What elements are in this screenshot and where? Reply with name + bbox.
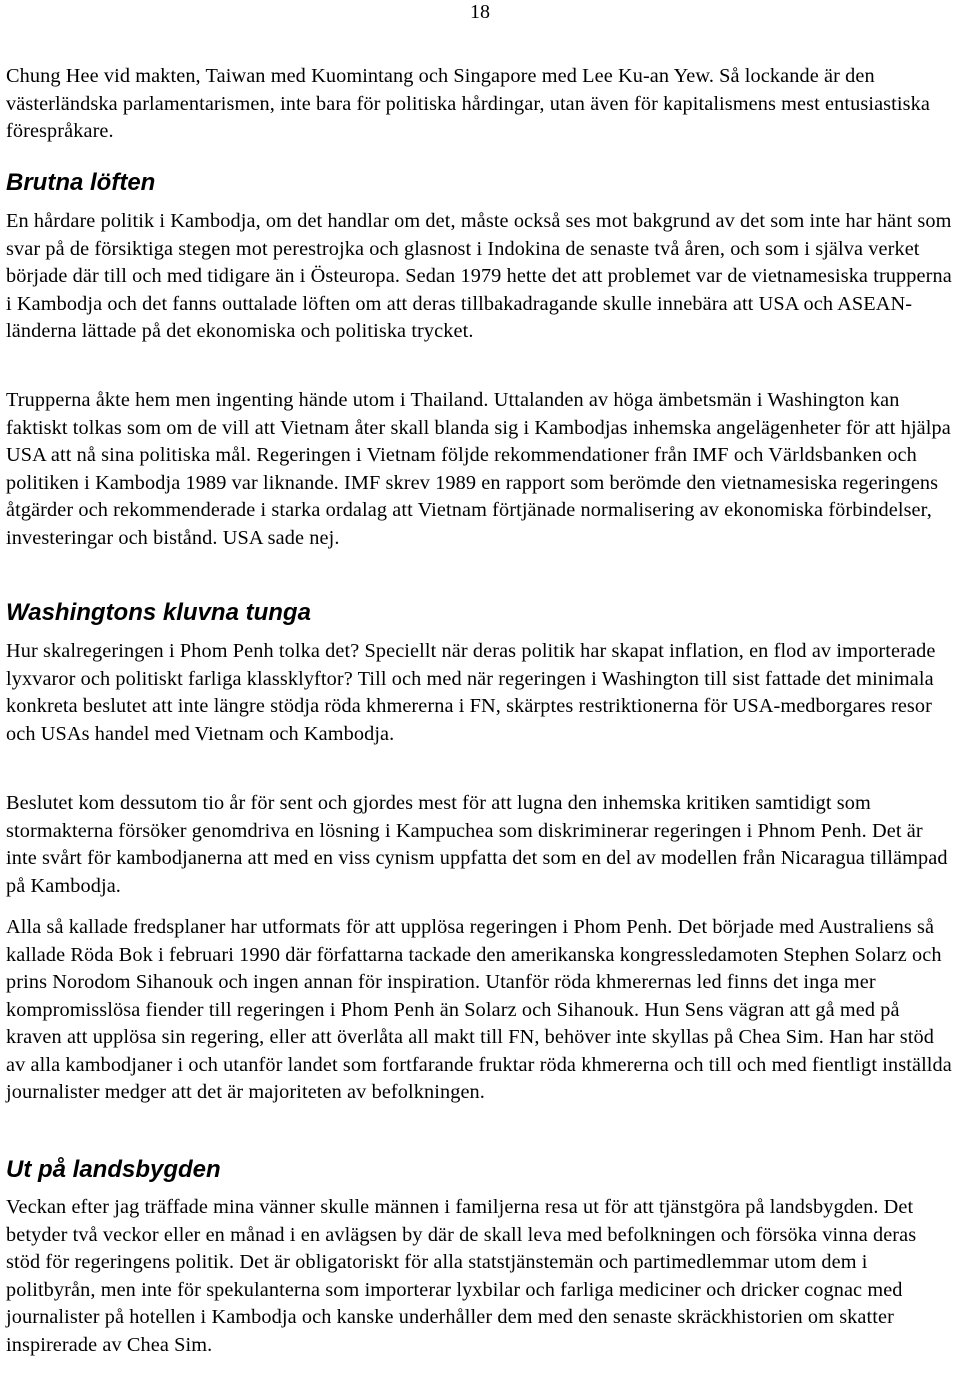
paragraph-washington-3: Alla så kallade fredsplaner har utformats för att upplösa regeringen i Phom Penh. Det började med Australiens så kallade Röda Bok i februari 1990 där författarna tackade den amerikanska kongressledamoten Stephen Solarz och prins Norodom Sihanouk och ingen annan för inspiration. Utanför röda khmerernas led finns det inga mer kompromisslösa fiender till regeringen i Phom Penh än Solarz och Sihanouk. Hun Sens vägran att gå med på kraven att upplösa sin regering, eller att överlåta all makt till FN, behöver inte skyllas på Chea Sim. Han har stöd av alla kambodjaner i och utanför landet som fortfarande fruktar röda khmererna och till och med fientligt inställda journalister medger att det är majoriteten av befolkningen. (6, 916, 952, 1103)
paragraph-brutna-loften-1 (6, 208, 954, 346)
paragraph-text: En hårdare politik i Kambodja, om det handlar om det, måste också ses mot bakgrund av det som inte har hänt som svar på de försiktiga stegen mot perestrojka och glasnost i Indokina de senaste två åren, och som i själva verket började där till och med tidigare än i Östeuropa. Sedan 1979 hette det att problemet var de vietnamesiska trupperna i Kambodja och det fanns outtalade löften om att deras tillbakadragande skulle innebära att USA och ASEAN-länderna lättade på det ekonomiska och politiska trycket. (6, 210, 952, 342)
paragraph-washington-1: Hur skalregeringen i Phom Penh tolka det? Speciellt när deras politik har skapat inflation, en flod av importerade lyxvaror och politiskt farliga klassklyftor? Till och med när regeringen i Washington till sist fattade det minimala konkreta beslutet att inte längre stödja röda khmererna i FN, skärptes restriktionerna för USA-medborgares resor och USAs handel med Vietnam och Kambodja. (6, 640, 936, 745)
section-heading-ut-pa-landsbygden: Ut på landsbygden (6, 1156, 221, 1183)
page-number: 18 (470, 1, 490, 23)
paragraph-washington-2: Beslutet kom dessutom tio år för sent och gjordes mest för att lugna den inhemska kritiken samtidigt som stormakterna försöker genomdriva en lösning i Kampuchea som diskriminerar regeringen i Phnom Penh. Det är inte svårt för kambodjanerna att med en viss cynism uppfatta det som en del av modellen från Nicaragua tillämpad på Kambodja. (6, 792, 948, 897)
intro-paragraph: Chung Hee vid makten, Taiwan med Kuomintang och Singapore med Lee Ku-an Yew. Så lockande är den västerländska parlamentarismen, inte bara för politiska hårdingar, utan även för kapitalismens mest entusiastiska förespråkare. (6, 65, 930, 142)
paragraph-brutna-loften-2: Trupperna åkte hem men ingenting hände utom i Thailand. Uttalanden av höga ämbetsmän i Washington kan faktiskt tolkas som om de vill att Vietnam åter skall blanda sig i Kambodjas inhemska angelägenheter för att hjälpa USA att nå sina politiska mål. Regeringen i Vietnam följde rekommendationer från IMF och Världsbanken och politiken i Kambodja 1989 var liknande. IMF skrev 1989 en rapport som berömde den vietnamesiska regeringens åtgärder och rekommenderade i starka ordalag att Vietnam förtjänade normalisering av ekonomiska förbindelser, investeringar och bistånd. USA sade nej. (6, 389, 951, 549)
section-heading-brutna-loften: Brutna löften (6, 169, 156, 196)
section-heading-washingtons-kluvna-tunga: Washingtons kluvna tunga (6, 599, 311, 626)
paragraph-landsbygden-1: Veckan efter jag träffade mina vänner skulle männen i familjerna resa ut för att tjänstgöra på landsbygden. Det betyder två veckor eller en månad i en avlägsen by där de skall leva med befolkningen och försöka vinna deras stöd för regeringens politik. Det är obligatoriskt för alla statstjänstemän och partimedlemmar utom dem i politbyrån, men inte för spekulanterna som importerar lyxbilar och farliga mediciner och dricker cognac med journalister på hotellen i Kambodja och kanske underhåller dem med den senaste skräckhistorien om skatter inspirerade av Chea Sim. (6, 1196, 917, 1356)
